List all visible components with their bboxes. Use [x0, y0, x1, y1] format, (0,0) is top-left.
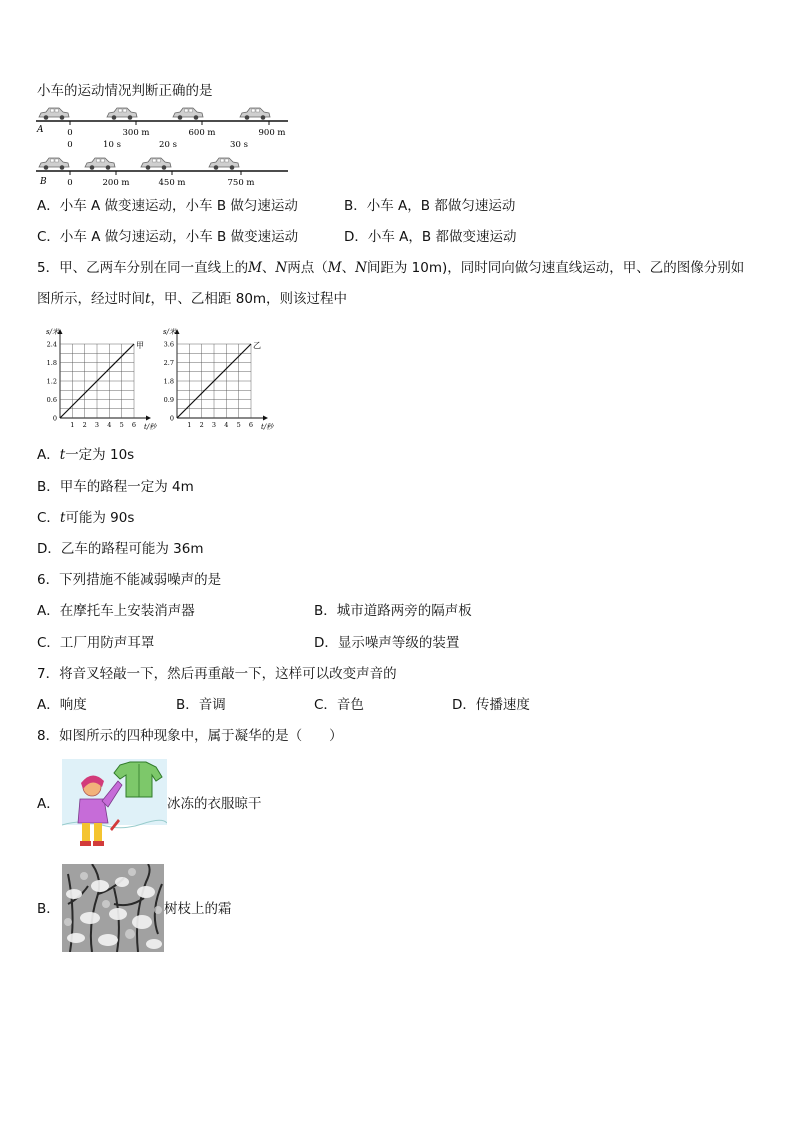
q5-option-d[interactable]: D．乙车的路程可能为 36m — [37, 541, 204, 557]
q6-option-a[interactable]: A．在摩托车上安装消声器 — [37, 603, 195, 619]
q8-option-a-label[interactable]: A． — [37, 796, 60, 812]
q5-stem-line-1 — [37, 259, 744, 277]
car-icon — [85, 158, 115, 170]
q7-option-c[interactable]: C．音色 — [314, 697, 364, 713]
q7-option-d[interactable]: D．传播速度 — [452, 697, 530, 713]
x-tick-label: 5 — [236, 421, 241, 429]
series-label: 甲 — [136, 341, 144, 350]
y-tick-label: 0 — [169, 414, 174, 423]
q6-option-b[interactable]: B．城市道路两旁的隔声板 — [314, 603, 472, 619]
x-axis-arrow-icon — [146, 416, 151, 421]
x-axis-arrow-icon — [263, 416, 268, 421]
q8-option-a-caption: 冰冻的衣服晾干 — [167, 796, 262, 812]
row-b — [36, 158, 288, 188]
distance-label: 300 m — [122, 128, 150, 138]
car-icon — [39, 108, 69, 120]
x-tick-label: 3 — [94, 421, 100, 429]
option-text: 可能为 90s — [65, 510, 135, 526]
y-tick-label: 0.9 — [163, 395, 174, 404]
y-tick-label: 1.8 — [46, 358, 57, 367]
q5-text: ，甲、乙相距 80m，则该过程中 — [150, 291, 348, 307]
q5-text: 5．甲、乙两车分别在同一直线上的 — [37, 260, 249, 276]
q5-text: 、 — [341, 260, 356, 276]
distance-label: 600 m — [188, 128, 216, 138]
x-tick-label: 4 — [224, 421, 229, 429]
q6-option-d[interactable]: D．显示噪声等级的装置 — [314, 635, 460, 651]
x-tick-label: 6 — [131, 421, 137, 429]
car-icon — [107, 108, 137, 120]
y-tick-label: 0.6 — [46, 395, 57, 404]
car-icon — [141, 158, 171, 170]
x-tick-label: 1 — [187, 421, 192, 429]
q7-option-a[interactable]: A．响度 — [37, 697, 87, 713]
series-label: 乙 — [253, 341, 261, 350]
car-icon — [173, 108, 203, 120]
q5-text: 两点（ — [287, 260, 328, 276]
frost-on-branches-image — [62, 864, 164, 952]
q5-var-t: t — [145, 291, 151, 307]
q4-option-c[interactable]: C．小车 A 做匀速运动，小车 B 做变速运动 — [37, 229, 299, 245]
q4-car-diagram — [36, 104, 292, 188]
q8-stem: 8．如图所示的四种现象中，属于凝华的是（ ） — [37, 728, 343, 744]
q5-text: 、 — [261, 260, 276, 276]
q4-intro: 小车的运动情况判断正确的是 — [37, 83, 213, 99]
q4-option-b[interactable]: B．小车 A，B 都做匀速运动 — [344, 198, 516, 214]
y-tick-label: 2.4 — [46, 340, 57, 349]
y-tick-label: 3.6 — [163, 340, 174, 349]
x-tick-label: 5 — [119, 421, 124, 429]
q5-option-b[interactable]: B．甲车的路程一定为 4m — [37, 479, 194, 495]
car-icon — [240, 108, 270, 120]
q5-var-t: t — [59, 447, 66, 463]
q5-text: 间距为 10m)，同时同向做匀速直线运动，甲、乙的图像分别如 — [366, 260, 745, 276]
y-tick-label: 0 — [52, 414, 57, 423]
q5-var-t: t — [59, 510, 66, 526]
row-b-label: B — [40, 177, 47, 187]
q5-var-m: M — [327, 260, 342, 276]
q5-var-m: M — [248, 260, 262, 276]
row-a — [36, 108, 288, 138]
time-label: 30 s — [230, 140, 248, 150]
y-tick-label: 1.8 — [163, 377, 174, 386]
car-icon — [39, 158, 69, 170]
q6-option-c[interactable]: C．工厂用防声耳罩 — [37, 635, 155, 651]
row-a-label: A — [37, 125, 44, 135]
option-text: 一定为 10s — [65, 447, 135, 463]
x-axis-label: t/秒 — [261, 423, 274, 431]
y-tick-label: 2.7 — [163, 358, 174, 367]
q4-option-d[interactable]: D．小车 A，B 都做变速运动 — [344, 229, 517, 245]
chart-yi — [157, 322, 275, 434]
distance-label: 0 — [67, 178, 73, 188]
q6-stem: 6．下列措施不能减弱噪声的是 — [37, 572, 222, 588]
y-tick-label: 1.2 — [46, 377, 57, 386]
x-tick-label: 4 — [107, 421, 112, 429]
q7-stem: 7．将音叉轻敲一下，然后再重敲一下，这样可以改变声音的 — [37, 666, 397, 682]
q8-option-b-label[interactable]: B． — [37, 901, 60, 917]
distance-label: 0 — [67, 128, 73, 138]
time-label: 0 — [67, 140, 73, 150]
q8-option-b-caption: 树枝上的霜 — [164, 901, 232, 917]
distance-label: 200 m — [102, 178, 130, 188]
car-icon — [209, 158, 239, 170]
option-label: A． — [37, 447, 60, 463]
frozen-clothes-drying-image — [62, 759, 167, 852]
x-tick-label: 3 — [211, 421, 217, 429]
y-axis-label: s/米 — [46, 328, 59, 336]
q5-text: 图所示，经过时间 — [37, 291, 145, 307]
q5-stem-line-2 — [37, 290, 347, 308]
distance-label: 750 m — [227, 178, 255, 188]
chart-jia — [40, 322, 158, 434]
q5-var-n: N — [355, 260, 367, 276]
q4-option-a[interactable]: A．小车 A 做变速运动，小车 B 做匀速运动 — [37, 198, 298, 214]
q5-option-c[interactable] — [37, 509, 134, 527]
q5-option-a[interactable] — [37, 446, 134, 464]
distance-label: 900 m — [258, 128, 286, 138]
x-tick-label: 6 — [248, 421, 254, 429]
y-axis-label: s/米 — [163, 328, 176, 336]
distance-label: 450 m — [158, 178, 186, 188]
time-label: 20 s — [159, 140, 177, 150]
x-tick-label: 2 — [199, 421, 204, 429]
x-tick-label: 2 — [82, 421, 87, 429]
option-label: C． — [37, 510, 60, 526]
x-axis-label: t/秒 — [144, 423, 157, 431]
time-label: 10 s — [103, 140, 121, 150]
q5-var-n: N — [275, 260, 288, 276]
q7-option-b[interactable]: B．音调 — [176, 697, 226, 713]
x-tick-label: 1 — [70, 421, 75, 429]
